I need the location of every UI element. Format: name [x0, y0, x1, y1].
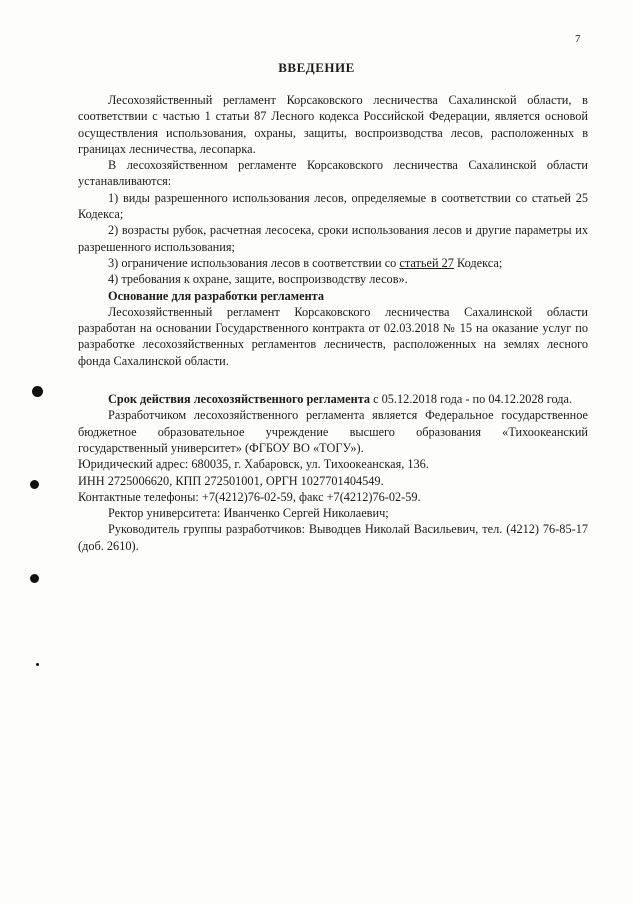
page-number: 7 [575, 33, 581, 45]
rector-line: Ректор университета: Иванченко Сергей Николаевич; [108, 506, 389, 521]
list-item-text: Кодекса; [453, 255, 503, 270]
establishes-paragraph: В лесохозяйственном регламенте Корсаковского лесничества Сахалинской области устанавливаются: [78, 158, 588, 189]
tax-ids: ИНН 2725006620, КПП 272501001, ОРГН 1027701404549. [78, 473, 384, 488]
developer-paragraph: Разработчиком лесохозяйственного регламента является Федеральное государственное бюджетное образовательное учреждение высшего образования «Тихоокеанский государственный университет» (ФГБОУ ВО «ТОГУ»). [78, 408, 588, 455]
section-heading: Основание для разработки регламента [108, 288, 325, 303]
validity-label: Срок действия лесохозяйственного регламента [108, 392, 371, 407]
validity-dates: с 05.12.2018 года - по 04.12.2028 года. [370, 392, 573, 407]
speck-mark [36, 663, 39, 666]
intro-block [78, 92, 588, 554]
punch-hole-mark [30, 574, 39, 583]
basis-paragraph: Лесохозяйственный регламент Корсаковского лесничества Сахалинской области разработан на основании Государственного контракта от 02.03.2018 № 15 на оказание услуг по разработке лесохозяйственных регламентов лесничеств, расположенных на землях лесного фонда Сахалинской области. [78, 304, 588, 368]
list-item [78, 255, 588, 271]
punch-hole-mark [30, 480, 39, 489]
intro-paragraph: Лесохозяйственный регламент Корсаковского лесничества Сахалинской области, в соответствии с частью 1 статьи 87 Лесного кодекса Российской Федерации, является основой осуществления использования, охраны, защиты, воспроизводства лесов, расположенных в границах лесничества, лесопарка. [78, 93, 588, 156]
list-item: 2) возрасты рубок, расчетная лесосека, сроки использования лесов и другие параметры их разрешенного использования; [78, 223, 588, 254]
article-link[interactable]: статьей 27 [399, 255, 454, 270]
team-lead-line: Руководитель группы разработчиков: Выводцев Николай Васильевич, тел. (4212) 76-85-17 (доб. 2610). [78, 522, 588, 553]
page-title: ВВЕДЕНИЕ [278, 60, 355, 75]
validity-paragraph [78, 391, 588, 407]
punch-hole-mark [32, 386, 43, 397]
list-item: 1) виды разрешенного использования лесов, определяемые в соответствии со статьей 25 Кодекса; [78, 190, 588, 222]
list-item-text: 3) ограничение использования лесов в соответствии со [108, 255, 400, 270]
legal-address: Юридический адрес: 680035, г. Хабаровск, ул. Тихоокеанская, 136. [78, 457, 429, 472]
list-item: 4) требования к охране, защите, воспроизводству лесов». [108, 272, 408, 287]
contact-phones: Контактные телефоны: +7(4212)76-02-59, факс +7(4212)76-02-59. [78, 489, 421, 504]
